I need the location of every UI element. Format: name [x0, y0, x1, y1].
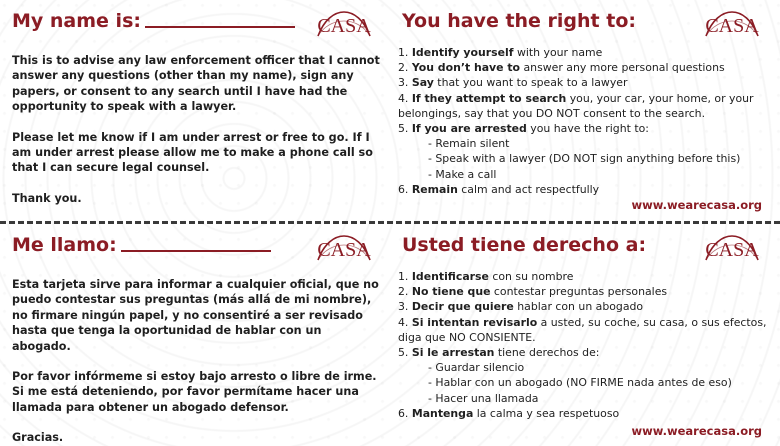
rights-item: 3. Say that you want to speak to a lawyer [398, 76, 628, 90]
casa-logo: CASA [702, 230, 762, 266]
rights-item: 6. Mantenga la calma y sea respetuoso [398, 406, 620, 420]
casa-logo: CASA [314, 6, 374, 42]
rights-subitem: - Hacer una llamada [428, 391, 539, 405]
casa-logo: CASA [702, 6, 762, 42]
rights-item: 4. Si intentan revisarlo a usted, su coche, su casa, o sus efectos, diga que NO CONSIENTE. [398, 315, 767, 344]
rights-item: 5. Si le arrestan tiene derechos de: [398, 346, 600, 360]
english-rights-card [390, 0, 780, 222]
rights-item: 2. You don’t have to answer any more personal questions [398, 61, 725, 75]
statement-thanks: Gracias. [12, 431, 64, 445]
name-heading: Me llamo: [12, 234, 271, 256]
rights-heading: Usted tiene derecho a: [402, 234, 647, 256]
name-blank-line [121, 250, 271, 252]
casa-logo: CASA [314, 230, 374, 266]
statement-paragraph: Por favor infórmeme si estoy bajo arresto o libre de irme. Si me está deteniendo, por favor permítame hacer una llamada para obtener un abogado defensor. [12, 370, 377, 414]
spanish-rights-card [390, 224, 780, 446]
rights-item: 3. Decir que quiere hablar con un abogado [398, 300, 644, 314]
rights-item: 6. Remain calm and act respectfully [398, 182, 600, 196]
rights-item: 5. If you are arrested you have the right to: [398, 122, 649, 136]
name-blank-line [145, 26, 295, 28]
rights-subitem: - Hablar con un abogado (NO FIRME nada antes de eso) [428, 376, 732, 390]
statement-paragraph: This is to advise any law enforcement officer that I cannot answer any questions (other than my name), sign any papers, or consent to any search until I have had the opportunity to speak with a lawyer. [12, 54, 380, 114]
spanish-name-card [0, 224, 390, 446]
rights-subitem: - Remain silent [428, 137, 510, 151]
rights-item: 4. If they attempt to search you, your car, your home, or your belongings, say that you DO NOT consent to the search. [398, 91, 754, 120]
english-statement [12, 53, 384, 221]
rights-heading: You have the right to: [402, 10, 636, 32]
statement-paragraph: Please let me know if I am under arrest or free to go. If I am under arrest please allow me to make a phone call so that I can secure legal counsel. [12, 130, 373, 175]
statement-thanks: Thank you. [12, 191, 82, 205]
rights-item: 1. Identificarse con su nombre [398, 270, 574, 283]
english-name-card [0, 0, 390, 222]
rights-subitem: - Make a call [428, 167, 497, 181]
spanish-statement [12, 277, 384, 446]
statement-paragraph: Esta tarjeta sirve para informar a cualquier oficial, que no puedo contestar sus preguntas (más allá de mi nombre), no firmare ningún papel, y no consentiré a ser revisado hasta que tenga la oportunidad de hablar con un abogado. [12, 278, 379, 353]
website-link[interactable]: www.wearecasa.org [631, 424, 762, 438]
website-link[interactable]: www.wearecasa.org [631, 198, 762, 212]
rights-subitem: - Guardar silencio [428, 361, 525, 375]
rights-subitem: - Speak with a lawyer (DO NOT sign anything before this) [428, 152, 741, 166]
name-heading: My name is: [12, 10, 295, 32]
rights-item: 1. Identify yourself with your name [398, 46, 603, 59]
rights-list [398, 45, 778, 197]
rights-item: 2. No tiene que contestar preguntas personales [398, 285, 668, 299]
rights-list [398, 269, 778, 421]
